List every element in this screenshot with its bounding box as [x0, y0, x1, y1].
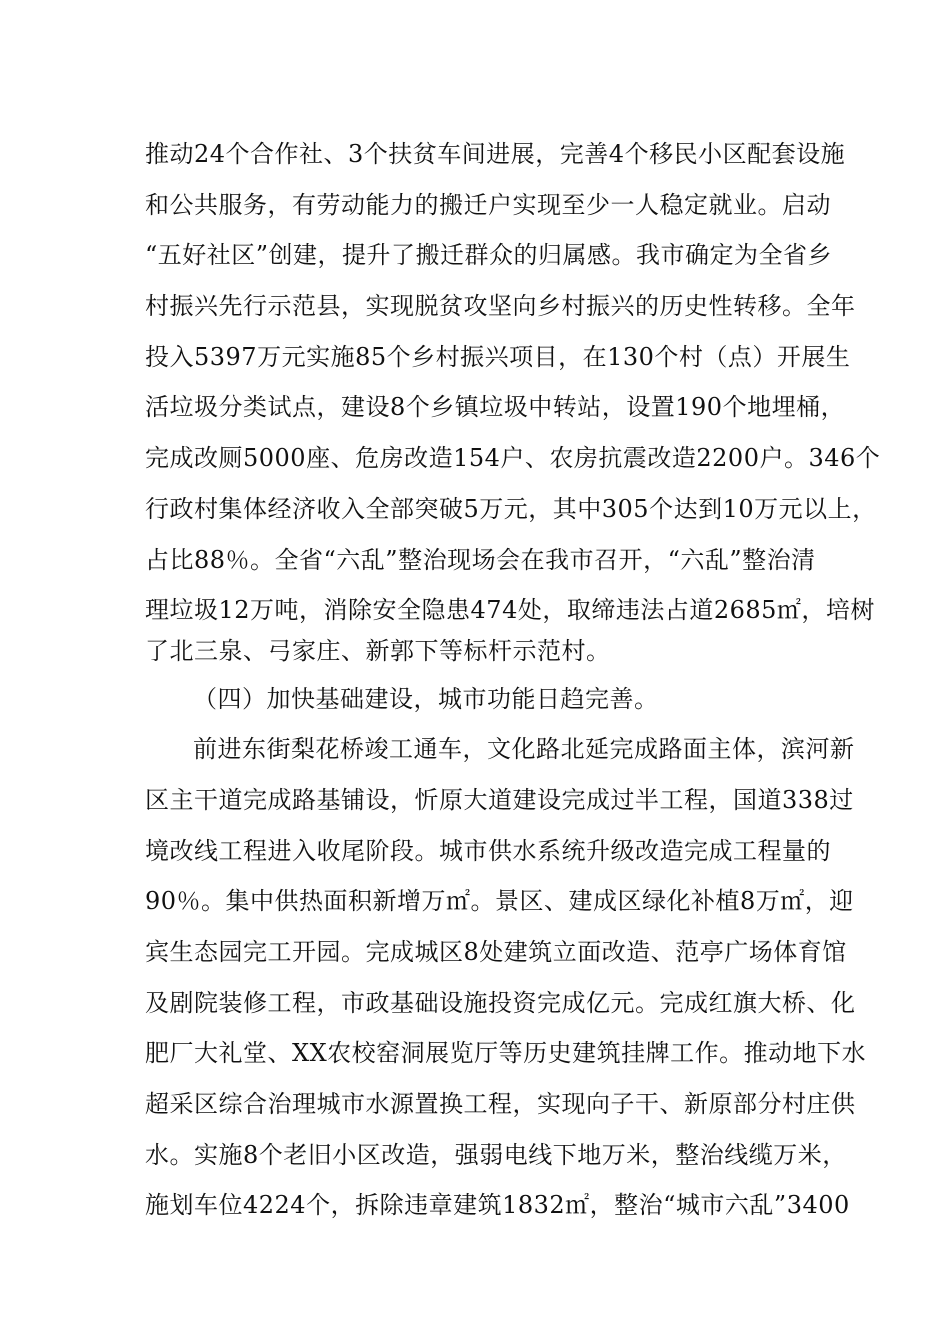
text-line: 和公共服务，有劳动能力的搬迁户实现至少一人稳定就业。启动 — [145, 191, 831, 219]
text-line: 前进东街梨花桥竣工通车，文化路北延完成路面主体，滨河新 — [193, 735, 855, 763]
text-line: 完成改厕5000座、危房改造154户、农房抗震改造2200户。346个 — [145, 444, 881, 472]
text-line: 推动24个合作社、3个扶贫车间进展，完善4个移民小区配套设施 — [145, 140, 846, 168]
text-line: 宾生态园完工开园。完成城区8处建筑立面改造、范亭广场体育馆 — [145, 938, 847, 966]
text-line: 超采区综合治理城市水源置换工程，实现向子干、新原部分村庄供 — [145, 1090, 856, 1118]
text-line: 境改线工程进入收尾阶段。城市供水系统升级改造完成工程量的 — [145, 837, 831, 865]
text-line: 施划车位4224个，拆除违章建筑1832㎡，整治“城市六乱”3400 — [145, 1191, 850, 1219]
text-line: 占比88％。全省“六乱”整治现场会在我市召开，“六乱”整治清 — [145, 546, 816, 574]
text-line: 投入5397万元实施85个乡村振兴项目，在130个村（点）开展生 — [145, 343, 851, 371]
text-line: 村振兴先行示范县，实现脱贫攻坚向乡村振兴的历史性转移。全年 — [145, 292, 856, 320]
text-line: 行政村集体经济收入全部突破5万元，其中305个达到10万元以上， — [145, 495, 877, 523]
text-line: 90％。集中供热面积新增万㎡。景区、建成区绿化补植8万㎡，迎 — [145, 887, 854, 915]
section-heading: （四）加快基础建设，城市功能日趋完善。 — [193, 685, 659, 713]
text-line: 活垃圾分类试点，建设8个乡镇垃圾中转站，设置190个地埋桶， — [145, 393, 846, 421]
text-line: 理垃圾12万吨，消除安全隐患474处，取缔违法占道2685㎡，培树 — [145, 596, 875, 624]
text-line: 了北三泉、弓家庄、新郭下等标杆示范村。 — [145, 637, 611, 665]
text-line: 水。实施8个老旧小区改造，强弱电线下地万米，整治线缆万米， — [145, 1141, 847, 1169]
text-line: 及剧院装修工程，市政基础设施投资完成亿元。完成红旗大桥、化 — [145, 989, 856, 1017]
text-line: 区主干道完成路基铺设，忻原大道建设完成过半工程，国道338过 — [145, 786, 854, 814]
text-line: 肥厂大礼堂、XX农校窑洞展览厅等历史建筑挂牌工作。推动地下水 — [145, 1039, 867, 1067]
text-line: “五好社区”创建，提升了搬迁群众的归属感。我市确定为全省乡 — [145, 241, 833, 269]
